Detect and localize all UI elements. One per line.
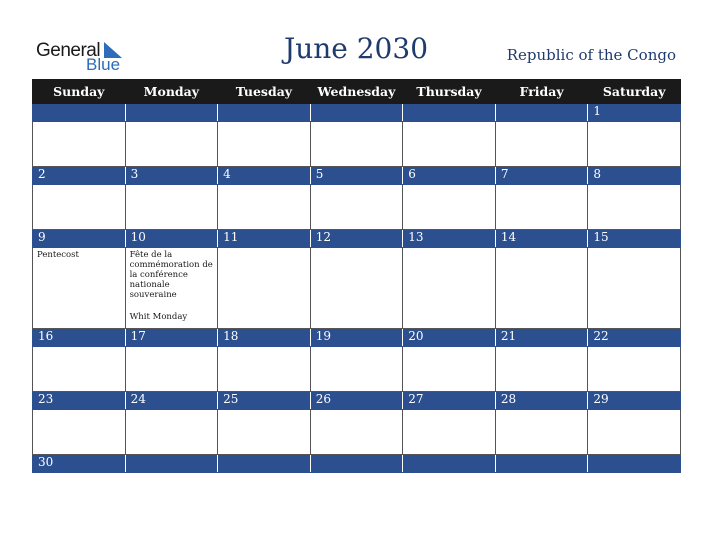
week-events-row xyxy=(33,122,681,167)
day-number: 20 xyxy=(403,329,496,347)
day-cell xyxy=(218,410,311,455)
day-cell xyxy=(33,410,126,455)
logo-general-text: General xyxy=(36,40,101,61)
day-cell xyxy=(125,122,218,167)
day-cell xyxy=(588,248,681,329)
day-number: 7 xyxy=(495,167,588,185)
day-cell xyxy=(310,410,403,455)
day-number: 29 xyxy=(588,392,681,410)
day-number: 22 xyxy=(588,329,681,347)
holiday-label: Fête de la commémoration de la conférence nationale souveraine xyxy=(129,250,213,300)
day-cell xyxy=(125,248,218,329)
day-number xyxy=(125,104,218,122)
day-number: 19 xyxy=(310,329,403,347)
day-cell xyxy=(403,347,496,392)
logo-blue-text: Blue xyxy=(86,55,121,74)
day-number: 17 xyxy=(125,329,218,347)
weekday-header: Monday xyxy=(125,80,218,104)
day-number: 28 xyxy=(495,392,588,410)
day-number: 24 xyxy=(125,392,218,410)
day-cell xyxy=(588,185,681,230)
day-cell xyxy=(588,347,681,392)
day-number: 6 xyxy=(403,167,496,185)
day-number: 30 xyxy=(33,455,126,473)
day-cell xyxy=(310,185,403,230)
week-events-row xyxy=(33,410,681,455)
day-cell xyxy=(403,248,496,329)
day-cell xyxy=(495,410,588,455)
week-events-row xyxy=(33,248,681,329)
day-number xyxy=(33,104,126,122)
day-number xyxy=(403,455,496,473)
day-number: 8 xyxy=(588,167,681,185)
day-number: 1 xyxy=(588,104,681,122)
day-number xyxy=(125,455,218,473)
day-number: 4 xyxy=(218,167,311,185)
day-number: 25 xyxy=(218,392,311,410)
week-day-number-row xyxy=(33,104,681,122)
day-cell xyxy=(218,347,311,392)
day-number: 2 xyxy=(33,167,126,185)
day-number: 10 xyxy=(125,230,218,248)
day-number xyxy=(310,455,403,473)
day-events xyxy=(126,248,218,324)
day-number: 27 xyxy=(403,392,496,410)
day-number: 16 xyxy=(33,329,126,347)
weekday-header-row xyxy=(33,80,681,104)
day-cell xyxy=(33,248,126,329)
calendar-header xyxy=(0,0,712,78)
week-events-row xyxy=(33,185,681,230)
day-number: 3 xyxy=(125,167,218,185)
day-cell xyxy=(495,248,588,329)
day-number xyxy=(218,104,311,122)
day-cell xyxy=(495,347,588,392)
day-cell xyxy=(403,185,496,230)
calendar-grid xyxy=(32,79,681,473)
day-cell xyxy=(310,347,403,392)
day-number xyxy=(403,104,496,122)
day-number xyxy=(310,104,403,122)
holiday-label: Pentecost xyxy=(37,250,79,260)
week-day-number-row xyxy=(33,455,681,473)
day-number: 14 xyxy=(495,230,588,248)
week-day-number-row xyxy=(33,167,681,185)
day-cell xyxy=(588,410,681,455)
country-name: Republic of the Congo xyxy=(506,46,676,64)
day-cell xyxy=(33,347,126,392)
day-cell xyxy=(33,185,126,230)
day-number: 5 xyxy=(310,167,403,185)
day-cell xyxy=(310,248,403,329)
day-number xyxy=(218,455,311,473)
day-number: 18 xyxy=(218,329,311,347)
day-cell xyxy=(495,185,588,230)
day-number xyxy=(588,455,681,473)
week-day-number-row xyxy=(33,230,681,248)
day-cell xyxy=(588,122,681,167)
day-number: 11 xyxy=(218,230,311,248)
day-cell xyxy=(403,122,496,167)
day-number: 26 xyxy=(310,392,403,410)
day-events xyxy=(33,248,125,262)
day-number: 15 xyxy=(588,230,681,248)
weekday-header: Wednesday xyxy=(310,80,403,104)
week-day-number-row xyxy=(33,329,681,347)
day-cell xyxy=(310,122,403,167)
day-cell xyxy=(125,347,218,392)
week-day-number-row xyxy=(33,392,681,410)
day-number: 9 xyxy=(33,230,126,248)
day-cell xyxy=(33,122,126,167)
day-number: 21 xyxy=(495,329,588,347)
weekday-header: Friday xyxy=(495,80,588,104)
day-number xyxy=(495,455,588,473)
day-number xyxy=(495,104,588,122)
day-number: 12 xyxy=(310,230,403,248)
day-cell xyxy=(403,410,496,455)
day-number: 23 xyxy=(33,392,126,410)
weekday-header: Thursday xyxy=(403,80,496,104)
day-cell xyxy=(125,410,218,455)
weekday-header: Saturday xyxy=(588,80,681,104)
holiday-label: Whit Monday xyxy=(129,312,188,322)
page-title: June 2030 xyxy=(283,32,429,65)
week-events-row xyxy=(33,347,681,392)
day-cell xyxy=(218,122,311,167)
day-cell xyxy=(125,185,218,230)
day-cell xyxy=(218,248,311,329)
weekday-header: Sunday xyxy=(33,80,126,104)
weekday-header: Tuesday xyxy=(218,80,311,104)
day-cell xyxy=(218,185,311,230)
day-cell xyxy=(495,122,588,167)
day-number: 13 xyxy=(403,230,496,248)
